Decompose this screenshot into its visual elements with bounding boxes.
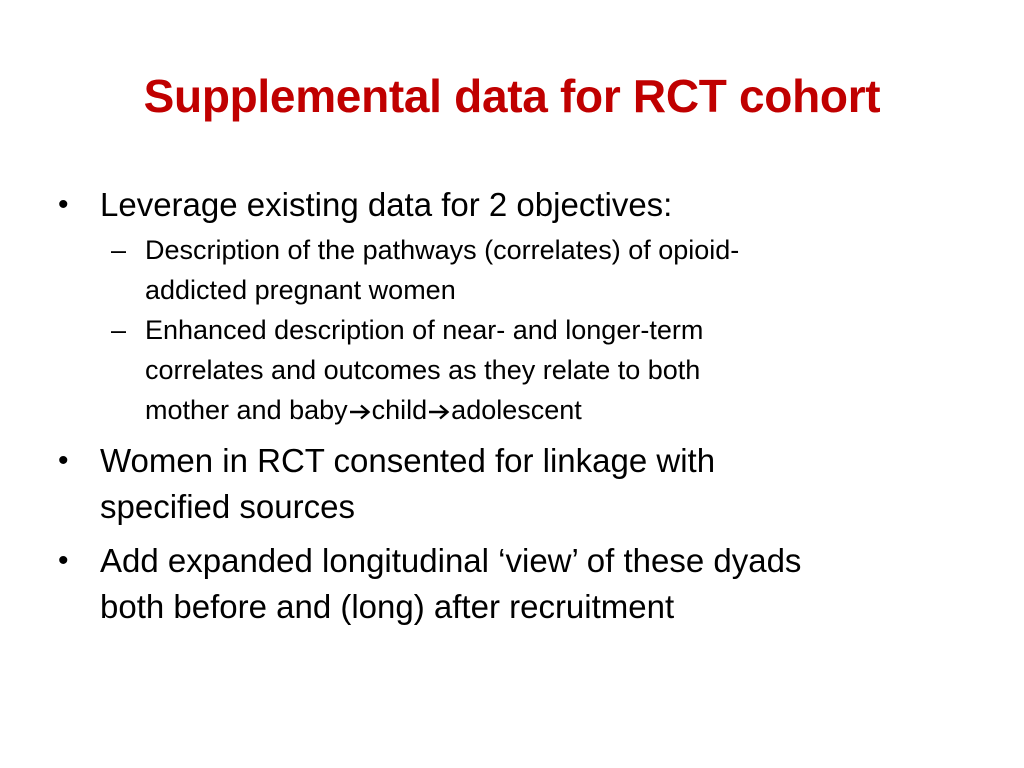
sub-bullet-item (100, 310, 966, 430)
bullet-text: Leverage existing data for 2 objectives: (100, 186, 673, 223)
sub-bullet-line: addicted pregnant women (145, 275, 456, 305)
sub-bullet-line: Enhanced description of near- and longer-term (145, 315, 704, 345)
bullet-item (56, 182, 966, 228)
sub-bullet-line: Description of the pathways (correlates) of opioid- (145, 235, 740, 265)
flow-step: mother and baby (145, 395, 348, 425)
bullet-item (56, 438, 966, 530)
sub-bullet-line: correlates and outcomes as they relate to both (145, 355, 701, 385)
flow-step: child (371, 395, 428, 425)
sub-bullet-flow-line (145, 390, 966, 430)
bullet-marker: • (58, 188, 69, 221)
dash-marker: – (111, 235, 127, 265)
sub-bullet-item (100, 230, 966, 310)
bullet-marker: • (58, 444, 69, 477)
bullet-item (56, 538, 966, 630)
bullet-line: specified sources (100, 488, 355, 525)
flow-step: adolescent (451, 395, 582, 425)
dash-marker: – (111, 315, 127, 345)
right-arrow-icon (428, 404, 450, 420)
slide-title: Supplemental data for RCT cohort (143, 70, 881, 122)
bullet-marker: • (58, 544, 69, 577)
bullet-line: both before and (long) after recruitment (100, 588, 675, 625)
bullet-line: Women in RCT consented for linkage with (100, 442, 716, 479)
bullet-line: Add expanded longitudinal ‘view’ of these dyads (100, 542, 802, 579)
right-arrow-icon (349, 404, 371, 420)
slide-body (56, 182, 966, 630)
